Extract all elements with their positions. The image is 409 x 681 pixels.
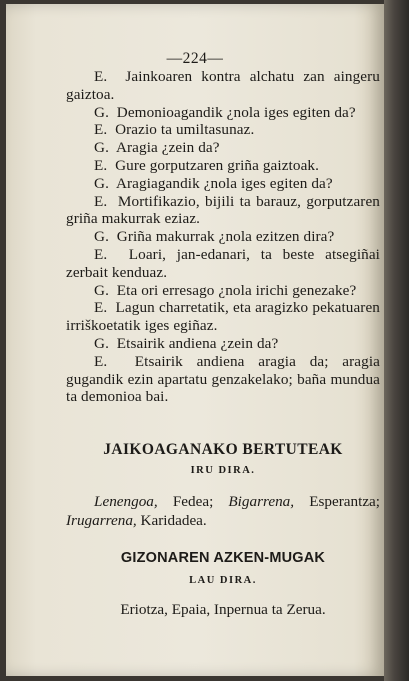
last-things-subheading: LAU DIRA. [189,575,257,586]
line-text: Mortifikazio, bijili ta barauz, gorputzaren griña makurrak eziaz. [66,192,380,228]
dialogue-line [66,353,380,406]
first-label: Lenengoa, [94,493,158,510]
second-value: Esperantza; [309,493,381,510]
line-text: Aragia ¿zein da? [115,139,220,157]
dialogue-line [66,246,380,282]
line-text: Etsairik andiena ¿zein da? [116,334,279,352]
line-text: Orazio ta umiltasunaz. [115,121,255,139]
speaker-label: G. [94,174,109,192]
catechism-dialogue [66,68,380,406]
line-text: Etsairik andiena aragia da; aragia gugandik ezin apartatu genzakelako; baña mundua ta demonioa bai. [66,352,381,406]
line-text: Jainkoaren kontra alchatu zan aingeru gaiztoa. [66,68,380,103]
dialogue-line [66,299,380,335]
speaker-label: G. [94,228,109,246]
line-text: Gure gorputzaren griña gaiztoak. [115,156,320,174]
dialogue-line [66,175,380,193]
line-text: Lagun charretatik, eta aragizko pekatuaren irriškoetatik iges egiñaz. [66,299,380,335]
dialogue-line [66,104,380,122]
dialogue-line [66,139,380,157]
line-text: Demonioagandik ¿nola iges egiten da? [116,103,356,121]
speaker-label: E. [94,352,108,370]
line-text: Griña makurrak ¿nola ezitzen dira? [116,228,335,246]
speaker-label: E. [94,156,108,174]
speaker-label: E. [94,299,108,317]
dialogue-line [66,228,380,246]
third-value: Karidadea. [140,512,207,529]
dialogue-line [66,193,380,229]
third-label: Irugarrena, [66,512,137,529]
book-spine-shadow [384,0,409,681]
speaker-label: G. [94,281,109,299]
second-label: Bigarrena, [228,493,295,510]
speaker-label: G. [94,139,109,157]
speaker-label: E. [94,192,108,210]
virtues-heading: JAIKOAGANAKO BERTUTEAK [103,441,343,458]
dialogue-line [66,157,380,175]
virtues-list [66,492,380,530]
line-text: Aragiagandik ¿nola iges egiten da? [115,174,333,192]
speaker-label: E. [94,68,108,85]
dialogue-line [66,335,380,353]
line-text: Loari, jan-edanari, ta beste atsegiñai zerbait kenduaz. [66,245,380,281]
last-things-list: Eriotza, Epaia, Inpernua ta Zerua. [120,601,326,618]
dialogue-line [66,68,380,104]
speaker-label: G. [94,103,109,121]
speaker-label: G. [94,334,109,352]
dialogue-line [66,282,380,300]
last-things-heading: GIZONAREN AZKEN-MUGAK [120,550,326,566]
book-page [6,4,384,676]
virtues-subheading: IRU DIRA. [190,465,256,476]
line-text: Eta ori erresago ¿nola irichi genezake? [116,281,357,299]
speaker-label: E. [94,121,108,139]
dialogue-line [66,121,380,139]
page-number: —224— [166,50,224,67]
speaker-label: E. [94,245,108,263]
first-value: Fedea; [172,493,214,510]
